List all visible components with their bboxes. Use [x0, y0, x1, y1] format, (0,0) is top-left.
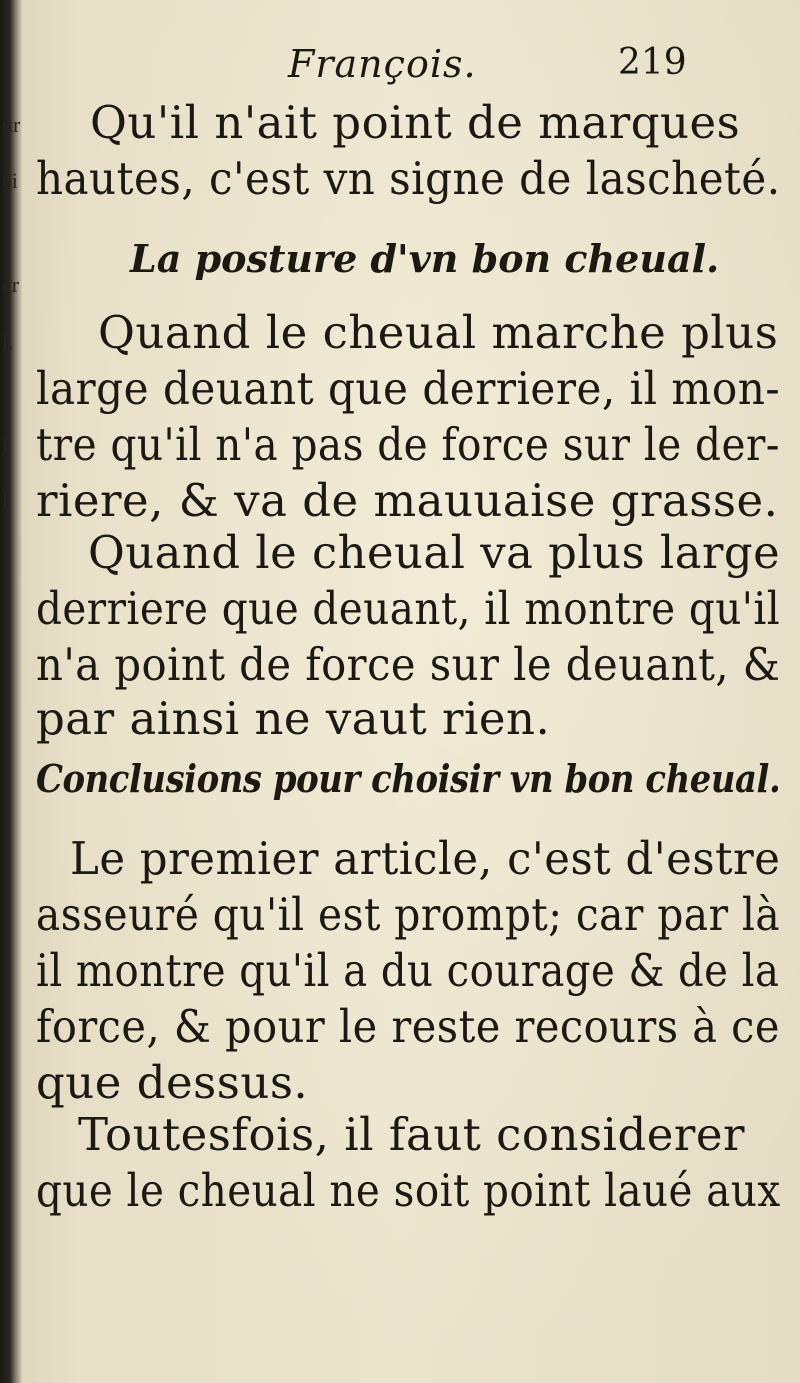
book-spine-shadow [0, 0, 22, 1383]
section-heading: Conclusions pour choisir vn bon cheual. [36, 756, 781, 801]
text-line: que le cheual ne soit point laué aux [36, 1164, 781, 1217]
text-line: riere, & va de mauuaise grasse. [36, 474, 779, 527]
text-line: Quand le cheual marche plus [98, 306, 779, 359]
text-line: large deuant que derriere, il mon- [36, 362, 781, 415]
page-header [0, 42, 800, 92]
text-line: Le premier article, c'est d'estre [70, 832, 781, 885]
section-heading: La posture d'vn bon cheual. [130, 236, 720, 281]
margin-fragment: i [2, 432, 9, 457]
text-line: tre qu'il n'a pas de force sur le der- [36, 418, 780, 471]
text-line: asseuré qu'il est prompt; car par là [36, 888, 781, 941]
margin-fragment: ei [2, 168, 18, 193]
text-line: par ainsi ne vaut rien. [36, 692, 551, 745]
margin-fragment: ar [2, 272, 20, 297]
running-title: François. [288, 42, 477, 86]
margin-fragment: ur [2, 112, 21, 137]
text-line: derriere que deuant, il montre qu'il [36, 582, 781, 635]
text-line: Toutesfois, il faut considerer [78, 1108, 746, 1161]
text-line: que dessus. [36, 1056, 309, 1109]
text-line: Quand le cheual va plus large [88, 526, 781, 579]
page-number: 219 [618, 42, 687, 83]
margin-fragment: l. [2, 330, 14, 355]
text-line: force, & pour le reste recours à ce [36, 1000, 780, 1053]
text-line: il montre qu'il a du courage & de la [36, 944, 780, 997]
margin-fragment: l [2, 488, 9, 513]
text-line: Qu'il n'ait point de marques [90, 96, 741, 149]
text-line: n'a point de force sur le deuant, & [36, 638, 781, 691]
text-line: hautes, c'est vn signe de lascheté. [36, 152, 781, 205]
